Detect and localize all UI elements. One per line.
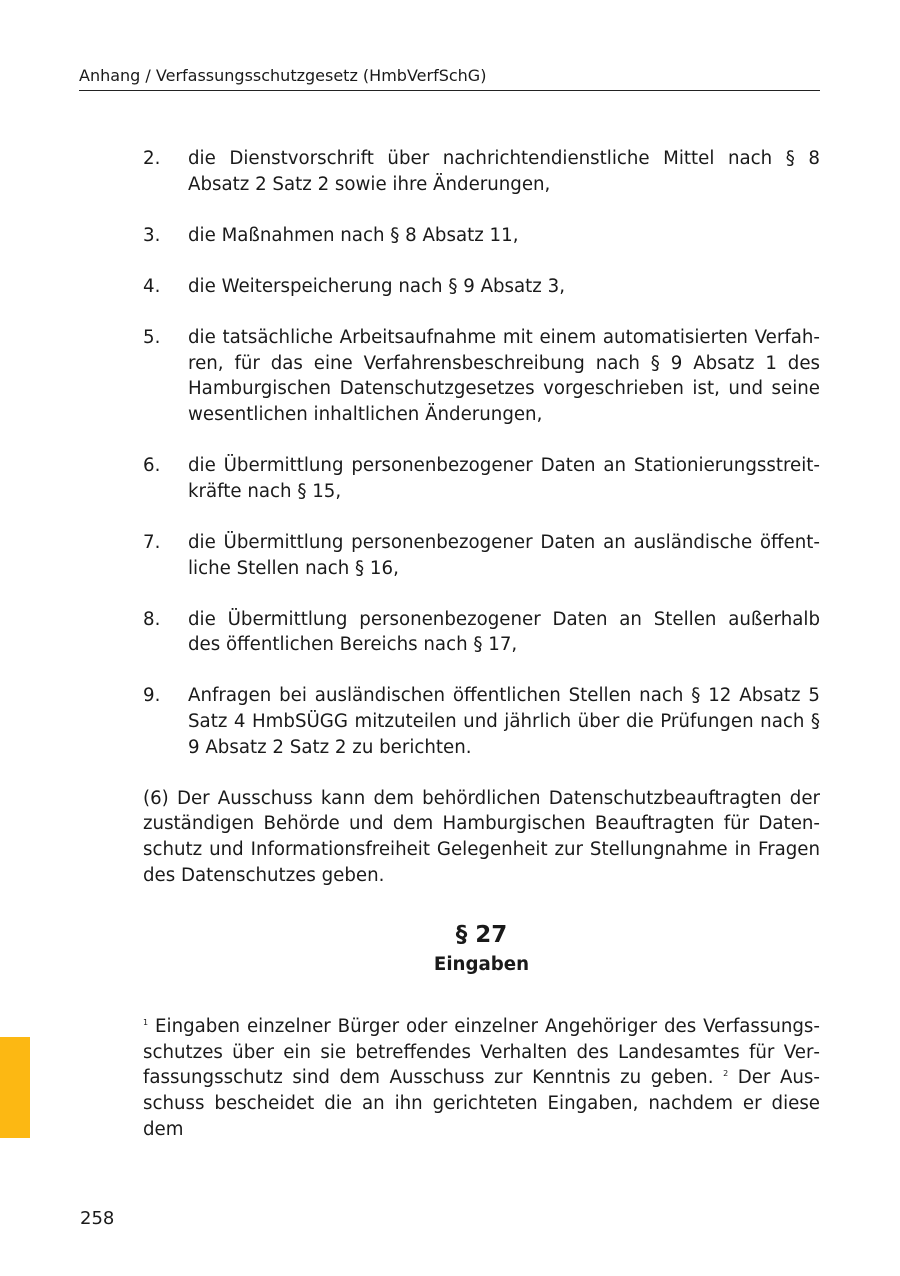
- list-item-number: 9.: [143, 685, 161, 707]
- list-item-number: 8.: [143, 608, 161, 630]
- enumerated-list: [143, 146, 820, 760]
- list-item: [143, 325, 820, 427]
- list-item-text: die Übermittlung personenbezogener Daten an ausländische öffentliche Stellen nach § 16,: [188, 531, 820, 579]
- section-number: § 27: [455, 922, 508, 949]
- list-item: [143, 274, 820, 300]
- section-heading: [143, 920, 820, 978]
- list-item-number: 7.: [143, 531, 161, 553]
- list-item-number: 3.: [143, 224, 161, 246]
- list-item-text: die Maßnahmen nach § 8 Absatz 11,: [188, 224, 519, 246]
- sentence-marker: 1: [143, 1018, 149, 1028]
- chapter-tab-marker: [0, 1037, 30, 1138]
- sentence-marker: 2: [723, 1069, 729, 1079]
- list-item: [143, 530, 820, 581]
- list-item-number: 5.: [143, 327, 161, 349]
- list-item: [143, 146, 820, 197]
- page-content: [143, 146, 820, 1142]
- list-item: [143, 683, 820, 760]
- list-item-text: die tatsächliche Arbeitsaufnahme mit einem automatisierten Verfahren, für das eine Verfahrensbeschreibung nach § 9 Absatz 1 des Hamburgischen Datenschutzgesetzes vorgeschrieben ist, und seine wesentlichen inhaltlichen Änderungen,: [188, 327, 820, 425]
- list-item-text: die Weiterspeicherung nach § 9 Absatz 3,: [188, 275, 565, 297]
- paragraph-6: (6) Der Ausschuss kann dem behördlichen Datenschutzbeauftragten der zuständigen Behörde und dem Hamburgischen Beauftragten für Datenschutz und Informationsfreiheit Gelegenheit zur Stellungnahme in Fragen des Datenschutzes geben.: [143, 787, 820, 886]
- section-body: [143, 1014, 820, 1142]
- list-item-number: 4.: [143, 275, 161, 297]
- list-item-text: die Übermittlung personenbezogener Daten an Stationierungsstreitkräfte nach § 15,: [188, 455, 820, 502]
- sentence-text: Der Ausschuss bescheidet die an ihn gerichteten Eingaben, nachdem er diese dem: [143, 1067, 820, 1140]
- list-item-number: 2.: [143, 148, 161, 169]
- list-item: [143, 453, 820, 504]
- list-item-number: 6.: [143, 455, 161, 477]
- list-item-text: Anfragen bei ausländischen öffentlichen Stellen nach § 12 Absatz 5 Satz 4 HmbSÜGG mitzuteilen und jährlich über die Prüfungen nach § 9 Absatz 2 Satz 2 zu berichten.: [188, 685, 820, 758]
- list-item-text: die Dienstvorschrift über nachrichtendienstliche Mittel nach § 8 Absatz 2 Satz 2 sowie ihre Änderungen,: [188, 148, 820, 195]
- list-item: [143, 223, 820, 249]
- list-item: [143, 607, 820, 658]
- running-header: Anhang / Verfassungsschutzgesetz (HmbVerfSchG): [79, 66, 820, 91]
- sentence-text: Eingaben einzelner Bürger oder einzelner Angehöriger des Verfassungsschutzes über ein sie betreffendes Verhalten des Landesamtes für Verfassungsschutz sind dem Ausschuss zur Kenntnis zu geben.: [143, 1016, 820, 1089]
- list-item-text: die Übermittlung personenbezogener Daten an Stellen außerhalb des öffentlichen Bereichs nach § 17,: [188, 608, 820, 656]
- section-title: Eingaben: [433, 954, 530, 976]
- page-number: 258: [80, 1208, 115, 1229]
